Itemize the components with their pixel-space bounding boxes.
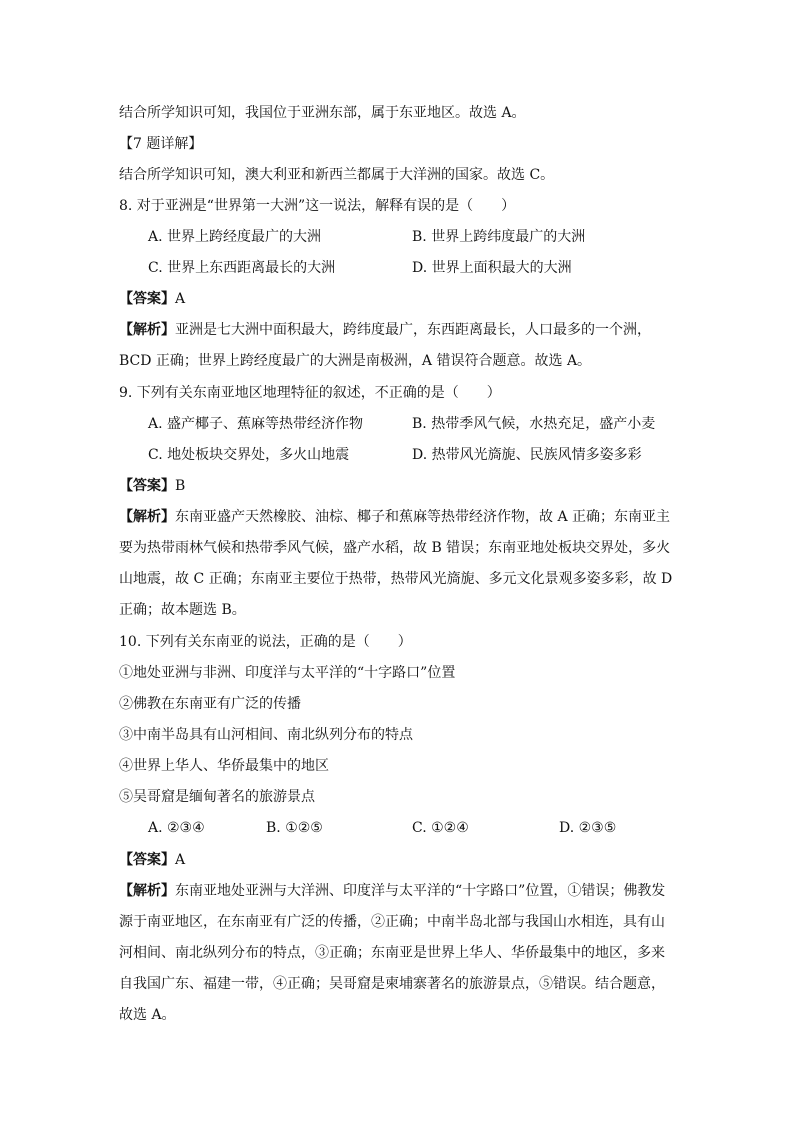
q10-statement: ②佛教在东南亚有广泛的传播 [119, 696, 301, 712]
q10-analysis-line: 源于南亚地区，在东南亚有广泛的传播，②正确；中南半岛北部与我国山水相连，具有山 [119, 914, 665, 930]
q10-answer [119, 850, 185, 870]
q9-option-b: B. 热带季风气候，水热充足，盛产小麦 [412, 416, 656, 432]
text-line: 结合所学知识可知，我国位于亚洲东部，属于东亚地区。故选 A。 [119, 105, 526, 121]
text-line: 结合所学知识可知，澳大利亚和新西兰都属于大洋洲的国家。故选 C。 [119, 167, 555, 183]
q10-analysis-line: 自我国广东、福建一带，④正确；吴哥窟是柬埔寨著名的旅游景点，⑤错误。结合题意， [119, 976, 665, 992]
section-heading: 【7 题详解】 [119, 136, 203, 152]
answer-value: A [175, 852, 186, 868]
q10-analysis-line: 故选 A。 [119, 1007, 176, 1023]
answer-label: 【答案】 [119, 478, 175, 494]
q8-analysis-line: BCD 正确；世界上跨经度最广的大洲是南极洲，A 错误符合题意。故选 A。 [119, 353, 592, 369]
analysis-label: 【解析】 [119, 883, 175, 899]
question-9-stem: 9. 下列有关东南亚地区地理特征的叙述，不正确的是（ ） [119, 385, 501, 401]
q10-analysis-line: 河相间、南北纵列分布的特点，③正确；东南亚是世界上华人、华侨最集中的地区，多来 [119, 945, 665, 961]
q9-analysis-line: 山地震，故 C 正确；东南亚主要位于热带，热带风光旖旎、多元文化景观多姿多彩，故 D [119, 571, 673, 587]
analysis-label: 【解析】 [119, 322, 175, 338]
question-8-stem: 8. 对于亚洲是“世界第一大洲”这一说法，解释有误的是（ ） [119, 198, 516, 214]
analysis-text: 亚洲是七大洲中面积最大，跨纬度最广，东西距离最长，人口最多的一个洲， [175, 322, 651, 338]
q10-statement: ①地处亚洲与非洲、印度洋与太平洋的“十字路口”位置 [119, 665, 456, 681]
q9-analysis-line [119, 507, 670, 527]
analysis-text: 东南亚盛产天然橡胶、油棕、椰子和蕉麻等热带经济作物，故 A 正确；东南亚主 [175, 509, 671, 525]
answer-label: 【答案】 [119, 291, 175, 307]
q10-option-b: B. ①②⑤ [266, 820, 323, 836]
q10-option-a: A. ②③④ [148, 820, 205, 836]
q9-answer [119, 476, 185, 496]
analysis-text: 东南亚地处亚洲与大洋洲、印度洋与太平洋的“十字路口”位置，①错误；佛教发 [175, 883, 666, 899]
answer-label: 【答案】 [119, 852, 175, 868]
q8-analysis-line [119, 320, 651, 340]
q10-analysis-line [119, 881, 665, 901]
q9-option-a: A. 盛产椰子、蕉麻等热带经济作物 [148, 416, 364, 432]
q8-option-d: D. 世界上面积最大的大洲 [412, 260, 572, 276]
q10-option-c: C. ①②④ [412, 820, 469, 836]
q10-statement: ④世界上华人、华侨最集中的地区 [119, 758, 329, 774]
question-10-stem: 10. 下列有关东南亚的说法，正确的是（ ） [119, 634, 412, 650]
q9-option-c: C. 地处板块交界处，多火山地震 [148, 447, 350, 463]
q10-statement: ③中南半岛具有山河相间、南北纵列分布的特点 [119, 727, 413, 743]
analysis-label: 【解析】 [119, 509, 175, 525]
q9-analysis-line: 要为热带雨林气候和热带季风气候，盛产水稻，故 B 错误；东南亚地处板块交界处，多火 [119, 540, 671, 556]
q8-option-a: A. 世界上跨经度最广的大洲 [148, 229, 322, 245]
q10-statement: ⑤吴哥窟是缅甸著名的旅游景点 [119, 789, 315, 805]
q10-option-d: D. ②③⑤ [559, 820, 617, 836]
q8-option-b: B. 世界上跨纬度最广的大洲 [412, 229, 586, 245]
q9-option-d: D. 热带风光旖旎、民族风情多姿多彩 [412, 447, 642, 463]
answer-value: B [175, 478, 186, 494]
answer-value: A [175, 291, 186, 307]
q9-analysis-line: 正确；故本题选 B。 [119, 602, 246, 618]
q8-answer [119, 289, 185, 309]
q8-option-c: C. 世界上东西距离最长的大洲 [148, 260, 336, 276]
